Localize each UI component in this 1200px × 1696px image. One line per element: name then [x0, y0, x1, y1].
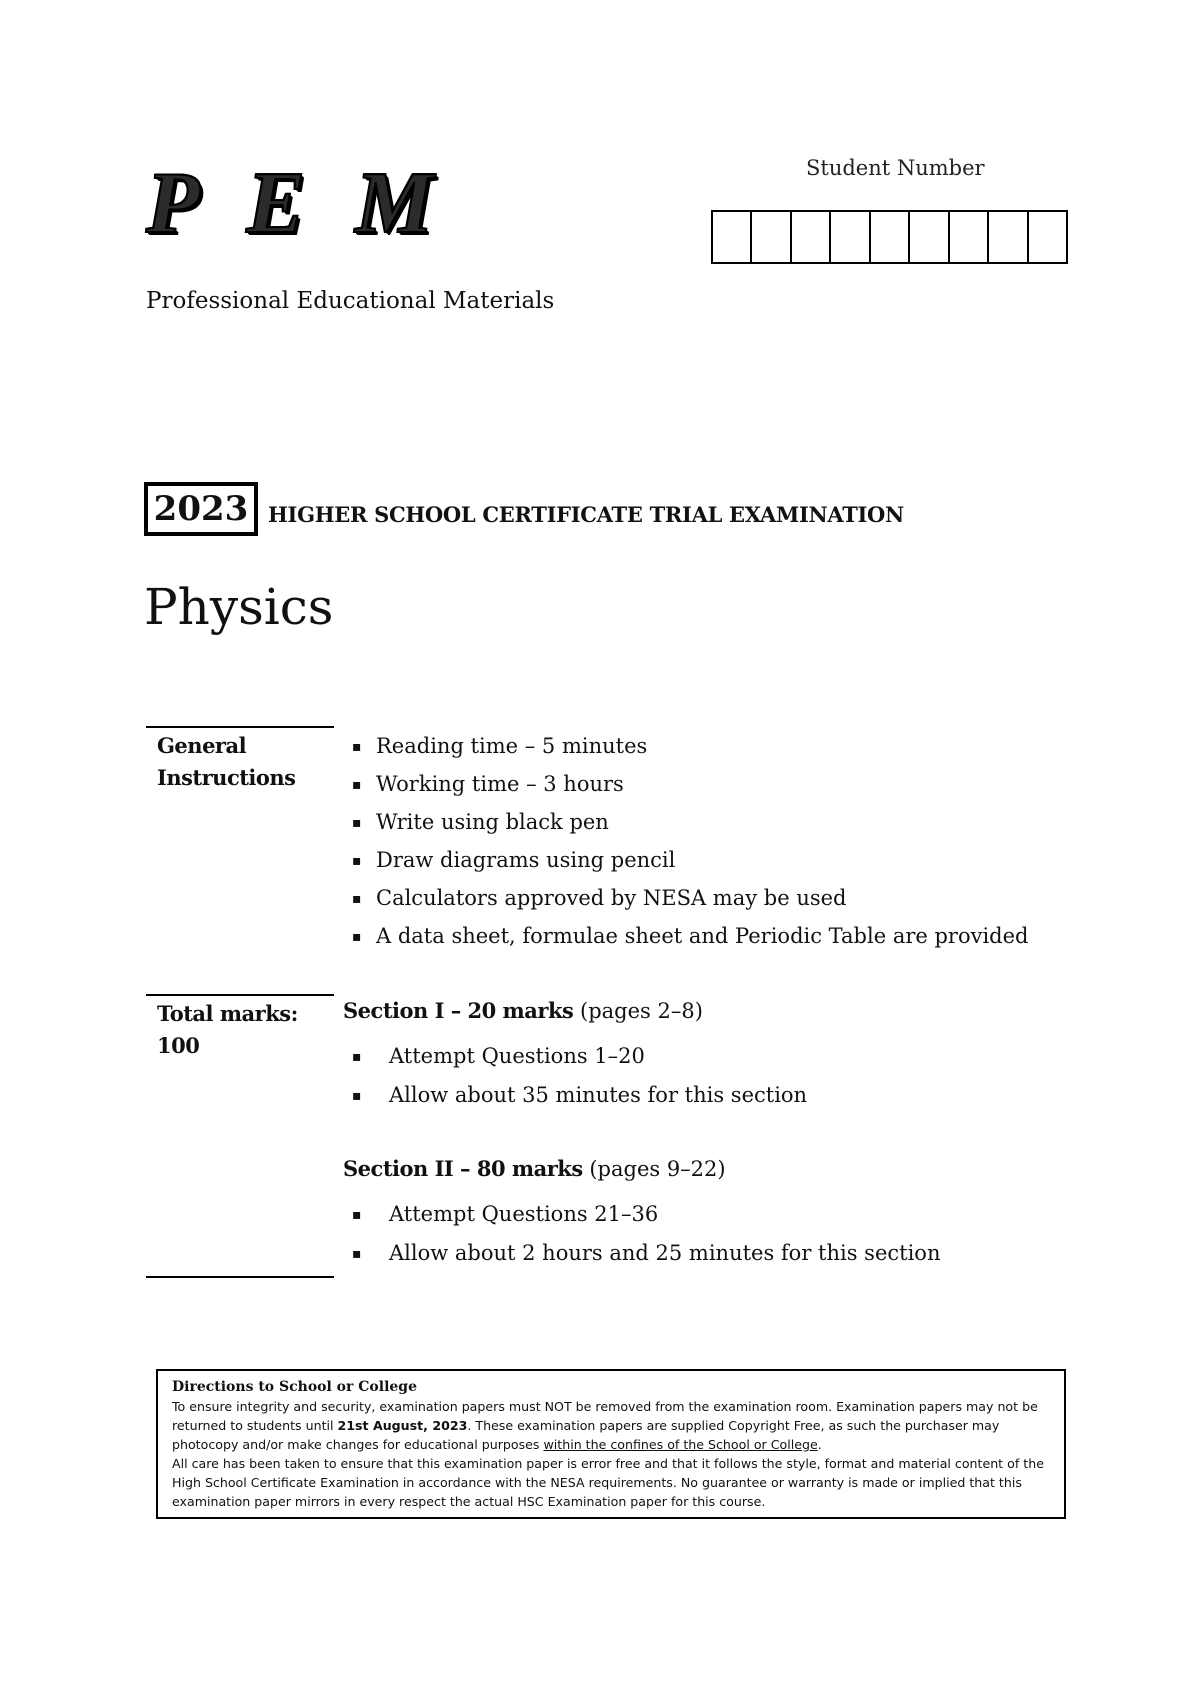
text-run: . — [817, 1437, 822, 1452]
divider — [146, 1276, 334, 1278]
section-1-heading — [343, 998, 703, 1023]
list-item-text: Write using black pen — [376, 810, 609, 834]
bullet-icon: ▪ — [352, 1088, 362, 1104]
list-item-text: Calculators approved by NESA may be used — [376, 886, 847, 910]
directions-box — [156, 1369, 1066, 1519]
bullet-icon: ▪ — [352, 1246, 362, 1262]
student-number-digit-box[interactable] — [831, 212, 870, 262]
label-line: 100 — [157, 1033, 200, 1058]
text-run: To ensure integrity and security, examination papers must NOT be removed from the examination room. Examination papers may not be returned to students until — [172, 1399, 1038, 1433]
exam-title: HIGHER SCHOOL CERTIFICATE TRIAL EXAMINATION — [268, 502, 904, 527]
bullet-icon: ▪ — [352, 739, 362, 755]
section-title: Section I – 20 marks — [343, 998, 574, 1023]
bullet-icon: ▪ — [352, 1207, 362, 1223]
list-item-text: Attempt Questions 21–36 — [389, 1202, 659, 1226]
list-item — [352, 1037, 807, 1076]
list-item — [352, 918, 1029, 956]
bullet-icon: ▪ — [352, 891, 362, 907]
section-2-heading — [343, 1156, 726, 1181]
text-run: . These examination papers are supplied Copyright Free, as such the purchaser may photocopy and/or make changes for educational purposes — [172, 1418, 1000, 1452]
release-date: 21st August, 2023 — [337, 1418, 468, 1433]
subject-title: Physics — [144, 578, 334, 636]
list-item-text: A data sheet, formulae sheet and Periodic Table are provided — [376, 924, 1029, 948]
student-number-digit-box[interactable] — [792, 212, 831, 262]
general-instructions-label — [157, 730, 296, 794]
divider — [146, 994, 334, 996]
section-2-list — [352, 1195, 940, 1273]
section-pages: (pages 2–8) — [580, 999, 703, 1023]
divider — [146, 726, 334, 728]
tagline: Professional Educational Materials — [146, 288, 555, 314]
bullet-icon: ▪ — [352, 815, 362, 831]
list-item-text: Reading time – 5 minutes — [376, 734, 648, 758]
section-pages: (pages 9–22) — [589, 1157, 726, 1181]
list-item — [352, 1234, 940, 1273]
student-number-digit-box[interactable] — [1029, 212, 1066, 262]
student-number-digit-box[interactable] — [989, 212, 1028, 262]
label-line: Total marks: — [157, 1001, 298, 1026]
student-number-digit-box[interactable] — [910, 212, 949, 262]
student-number-digit-box[interactable] — [713, 212, 752, 262]
list-item — [352, 842, 1029, 880]
student-number-boxes — [711, 210, 1068, 264]
student-number-digit-box[interactable] — [871, 212, 910, 262]
general-instructions-list — [352, 728, 1029, 956]
directions-title: Directions to School or College — [172, 1379, 417, 1395]
list-item-text: Draw diagrams using pencil — [376, 848, 676, 872]
list-item-text: Attempt Questions 1–20 — [389, 1044, 645, 1068]
label-line: Instructions — [157, 765, 296, 790]
directions-paragraph — [172, 1397, 1050, 1454]
list-item — [352, 1076, 807, 1115]
list-item-text: Allow about 35 minutes for this section — [389, 1083, 808, 1107]
list-item-text: Working time – 3 hours — [376, 772, 624, 796]
student-number-digit-box[interactable] — [752, 212, 791, 262]
bullet-icon: ▪ — [352, 853, 362, 869]
directions-paragraph: All care has been taken to ensure that this examination paper is error free and that it follows the style, format and material content of the High School Certificate Examination in accordance with the NESA requirements. No guarantee or warranty is made or implied that this examination paper mirrors in every respect the actual HSC Examination paper for this course. — [172, 1456, 1044, 1509]
list-item — [352, 766, 1029, 804]
section-title: Section II – 80 marks — [343, 1156, 583, 1181]
exam-year-badge: 2023 — [144, 482, 258, 536]
list-item — [352, 1195, 940, 1234]
list-item-text: Allow about 2 hours and 25 minutes for this section — [389, 1241, 941, 1265]
pem-logo: P E M — [146, 155, 448, 252]
label-line: General — [157, 733, 247, 758]
student-number-digit-box[interactable] — [950, 212, 989, 262]
list-item — [352, 804, 1029, 842]
total-marks-label — [157, 998, 298, 1062]
bullet-icon: ▪ — [352, 1049, 362, 1065]
bullet-icon: ▪ — [352, 777, 362, 793]
student-number-label: Student Number — [806, 156, 985, 180]
list-item — [352, 728, 1029, 766]
bullet-icon: ▪ — [352, 929, 362, 945]
list-item — [352, 880, 1029, 918]
section-1-list — [352, 1037, 807, 1115]
underlined-text: within the confines of the School or College — [543, 1437, 818, 1452]
